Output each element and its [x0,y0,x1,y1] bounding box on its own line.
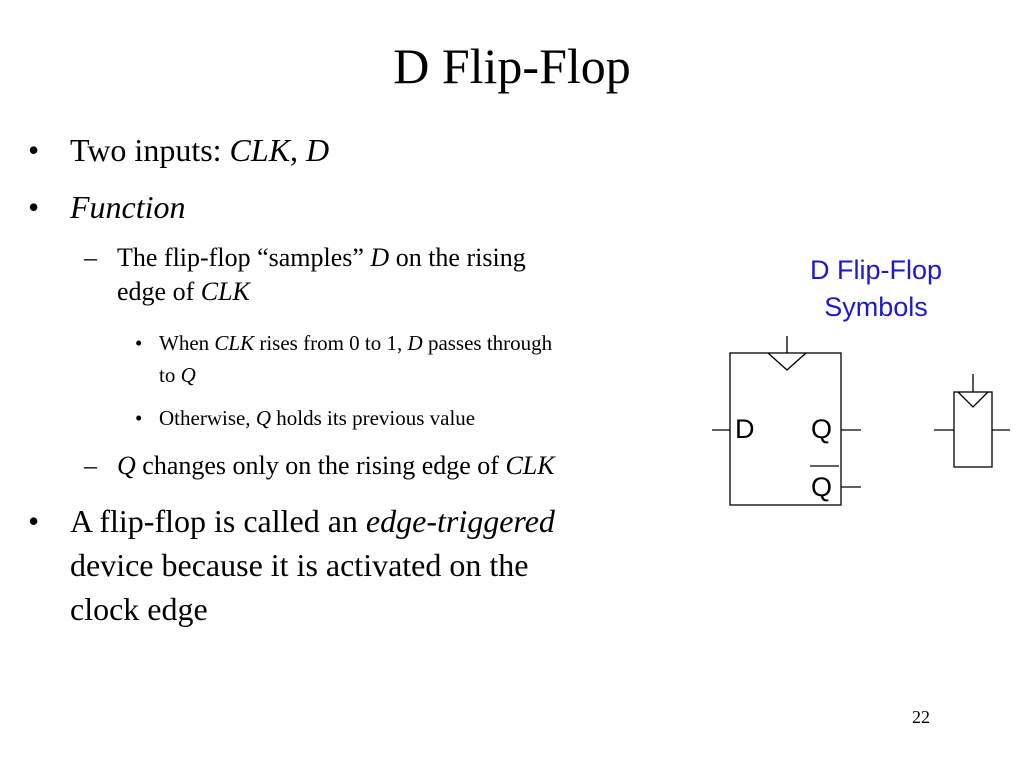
text-run: edge of [117,277,201,306]
caption-line: Symbols [824,292,928,322]
d-term: D [407,331,423,355]
bullet-marker: • [28,503,40,539]
d-term: D [370,243,390,272]
text-run: device because it is activated on the [70,547,529,583]
edge-triggered-term: edge-triggered [365,503,555,539]
text-run: passes through [422,331,553,355]
text-run: rises from 0 to 1, [254,331,408,355]
slide-title: D Flip-Flop [393,38,631,94]
bullet-marker: • [28,189,40,225]
clock-triangle-large [768,353,806,370]
text-run: changes only on the rising edge of [135,451,506,480]
page-number: 22 [912,707,930,727]
pin-label-qbar: Q [811,472,833,502]
caption-line: D Flip-Flop [809,255,943,285]
text-run: Otherwise, [159,406,256,430]
clk-term: CLK [505,451,555,480]
text-run: to [159,363,181,387]
bullet-text: Two inputs: [70,132,230,168]
bullet-marker: • [135,331,143,355]
q-term: Q [180,363,196,387]
text-run: clock edge [70,591,208,627]
pin-label-q: Q [811,414,833,444]
bullet-text: Function [70,189,186,225]
text-run: A flip-flop is called an [70,503,366,539]
flip-flop-body-small [954,392,992,467]
text-run: When [159,331,215,355]
clk-term: CLK [214,331,255,355]
q-term: Q [117,451,136,480]
bullet-marker: • [28,132,40,168]
dash-marker: – [84,243,97,272]
text-run: The flip-flop “samples” [117,243,371,272]
clk-term: CLK [229,132,291,168]
dash-marker: – [84,451,97,480]
clock-triangle-small [958,392,988,407]
d-term: D [306,132,330,168]
q-term: Q [255,406,271,430]
comma: , [290,132,307,168]
clk-term: CLK [200,277,250,306]
pin-label-d: D [735,414,755,444]
bullet-marker: • [135,406,143,430]
text-run: holds its previous value [270,406,476,430]
text-run: on the rising [389,243,526,272]
